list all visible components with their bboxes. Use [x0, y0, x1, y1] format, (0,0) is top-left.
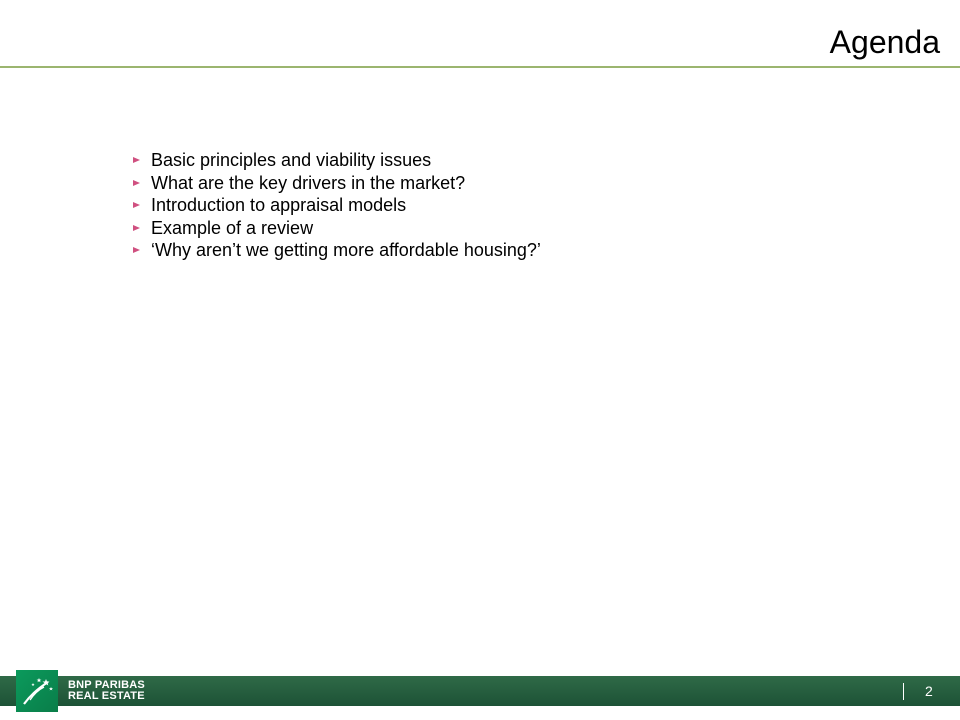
logo-line-2: REAL ESTATE [68, 690, 145, 702]
triangle-bullet-icon [133, 225, 140, 231]
agenda-item [133, 239, 541, 262]
agenda-item [133, 149, 541, 172]
page-number: 2 [925, 683, 933, 699]
agenda-item-label: Example of a review [151, 217, 314, 238]
agenda-item [133, 217, 541, 240]
company-logo-text [68, 680, 145, 702]
triangle-bullet-icon [133, 180, 140, 186]
agenda-list [133, 149, 541, 262]
triangle-bullet-icon [133, 202, 140, 208]
triangle-bullet-icon [133, 247, 140, 253]
logo-line-1: BNP PARIBAS [68, 679, 145, 691]
footer-divider [903, 683, 904, 700]
agenda-item-label: ‘Why aren’t we getting more affordable housing?’ [151, 240, 541, 260]
triangle-bullet-icon [133, 157, 140, 163]
stars-bird-logo-icon [16, 670, 58, 712]
agenda-item [133, 194, 541, 217]
agenda-item [133, 172, 541, 195]
agenda-item-label: Basic principles and viability issues [151, 150, 432, 170]
agenda-item-label: Introduction to appraisal models [151, 195, 407, 215]
title-underline [0, 66, 960, 68]
slide-title: Agenda [829, 24, 940, 60]
agenda-item-label: What are the key drivers in the market? [151, 172, 466, 193]
